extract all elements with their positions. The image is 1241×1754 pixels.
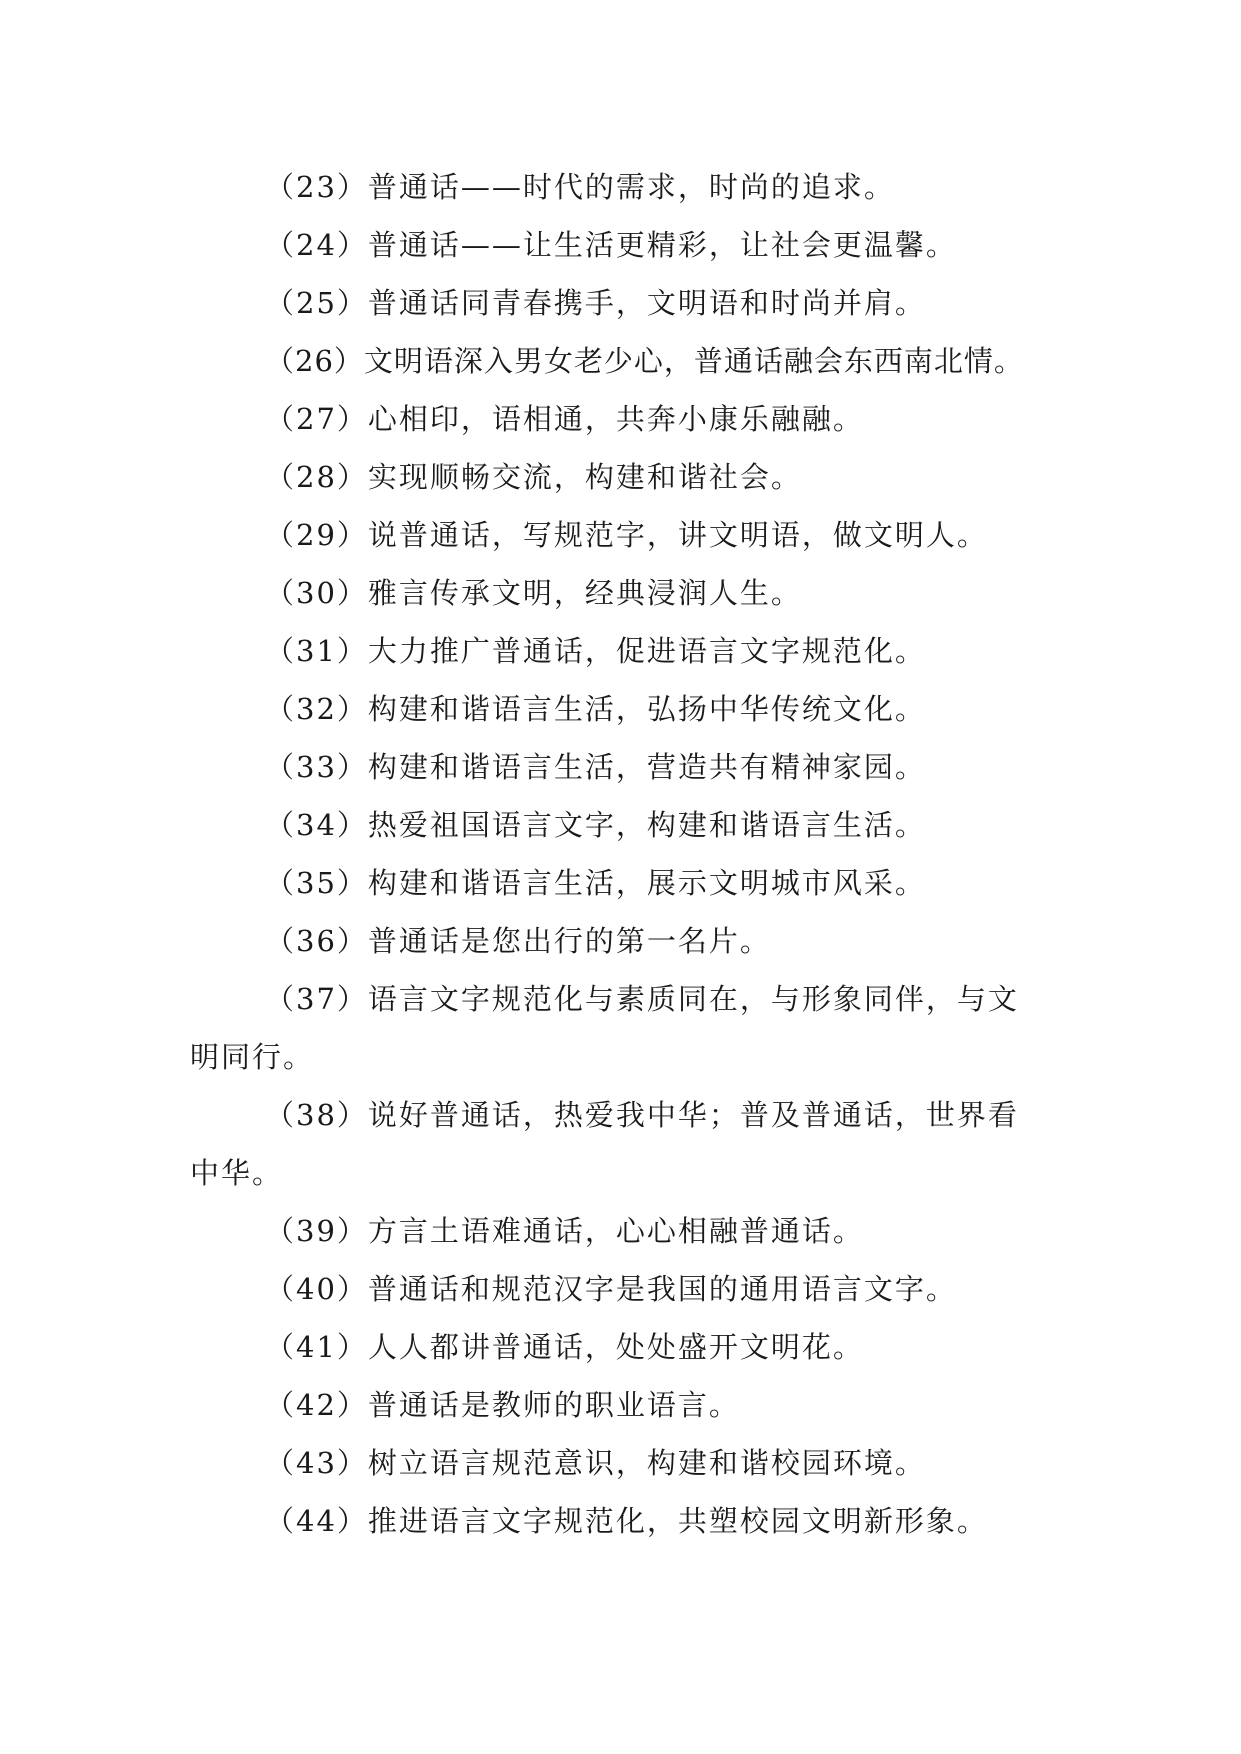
slogan-list — [190, 158, 1060, 1550]
slogan-33: （33）构建和谐语言生活，营造共有精神家园。 — [265, 750, 926, 784]
slogan-37-line-2: 明同行。 — [190, 1040, 315, 1074]
slogan-38-line-2: 中华。 — [190, 1156, 284, 1190]
slogan-34: （34）热爱祖国语言文字，构建和谐语言生活。 — [265, 808, 926, 842]
slogan-41: （41）人人都讲普通话，处处盛开文明花。 — [265, 1330, 864, 1364]
slogan-26: （26）文明语深入男女老少心，普通话融会东西南北情。 — [265, 344, 1024, 378]
slogan-25: （25）普通话同青春携手，文明语和时尚并肩。 — [265, 286, 926, 320]
slogan-24: （24）普通话——让生活更精彩，让社会更温馨。 — [265, 228, 957, 262]
slogan-43: （43）树立语言规范意识，构建和谐校园环境。 — [265, 1446, 926, 1480]
slogan-35: （35）构建和谐语言生活，展示文明城市风采。 — [265, 866, 926, 900]
slogan-42: （42）普通话是教师的职业语言。 — [265, 1388, 740, 1422]
slogan-29: （29）说普通话，写规范字，讲文明语，做文明人。 — [265, 518, 988, 552]
slogan-27: （27）心相印，语相通，共奔小康乐融融。 — [265, 402, 864, 436]
slogan-28: （28）实现顺畅交流，构建和谐社会。 — [265, 460, 802, 494]
slogan-23: （23）普通话——时代的需求，时尚的追求。 — [265, 170, 895, 204]
slogan-38-line-1: （38）说好普通话，热爱我中华；普及普通话，世界看 — [265, 1098, 1019, 1132]
slogan-31: （31）大力推广普通话，促进语言文字规范化。 — [265, 634, 926, 668]
slogan-40: （40）普通话和规范汉字是我国的通用语言文字。 — [265, 1272, 957, 1306]
slogan-32: （32）构建和谐语言生活，弘扬中华传统文化。 — [265, 692, 926, 726]
slogan-39: （39）方言土语难通话，心心相融普通话。 — [265, 1214, 864, 1248]
slogan-30: （30）雅言传承文明，经典浸润人生。 — [265, 576, 802, 610]
slogan-44: （44）推进语言文字规范化，共塑校园文明新形象。 — [265, 1504, 988, 1538]
slogan-36: （36）普通话是您出行的第一名片。 — [265, 924, 771, 958]
slogan-37-line-1: （37）语言文字规范化与素质同在，与形象同伴，与文 — [265, 982, 1019, 1016]
